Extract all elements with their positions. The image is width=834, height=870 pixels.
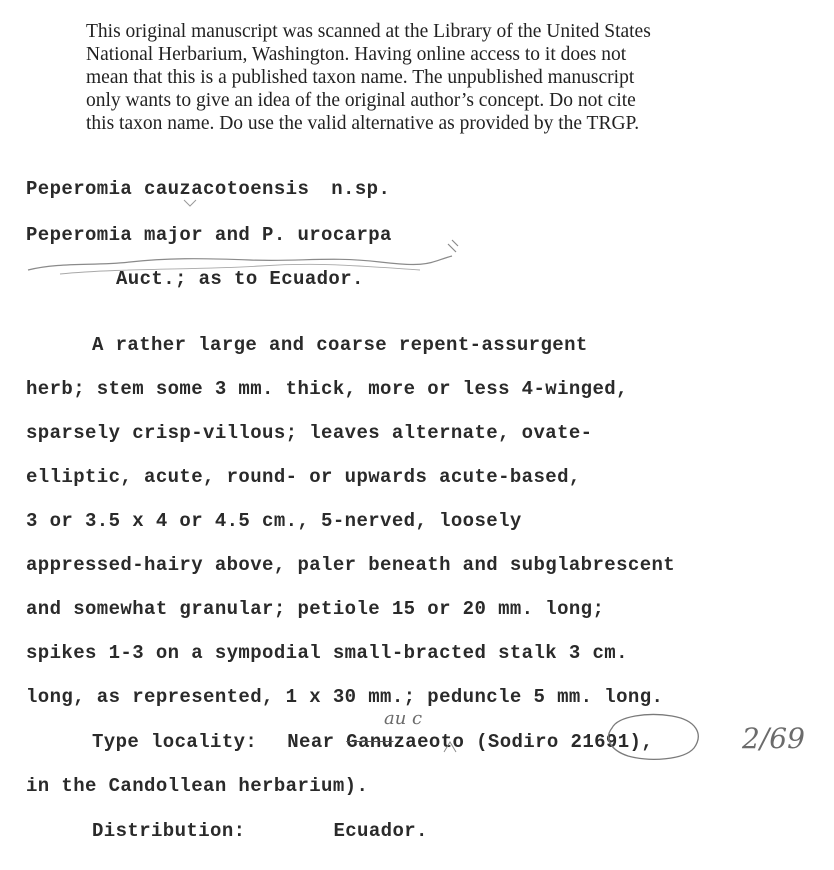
library-notice <box>86 20 746 135</box>
type-locality-post: zaeoto (Sodiro <box>393 731 559 753</box>
synonym-line-2: Auct.; as to Ecuador. <box>116 268 364 290</box>
handwritten-insertion: au c <box>384 708 423 729</box>
synonym-line-1: Peperomia major and P. urocarpa <box>26 224 392 246</box>
description-line: spikes 1-3 on a sympodial small-bracted stalk 3 cm. <box>26 642 628 664</box>
description-line: A rather large and coarse repent-assurgent <box>92 334 588 356</box>
type-locality-line-2: in the Candollean herbarium). <box>26 775 369 797</box>
tick-mark <box>448 240 458 252</box>
species-title <box>26 178 390 200</box>
handwritten-margin-note: 2/69 <box>742 722 805 755</box>
notice-line: only wants to give an idea of the original author’s concept. Do not cite <box>86 90 636 111</box>
description-line: and somewhat granular; petiole 15 or 20 mm. long; <box>26 598 605 620</box>
distribution-label: Distribution: <box>92 820 246 842</box>
species-name: Peperomia cauzacotoensis <box>26 178 310 200</box>
notice-line: this taxon name. Do use the valid alternative as provided by the TRGP. <box>86 113 640 134</box>
notice-line: This original manuscript was scanned at the Library of the United States <box>86 21 651 42</box>
notice-line: mean that this is a published taxon name. The unpublished manuscript <box>86 67 635 88</box>
collection-number: 21691 <box>570 731 630 753</box>
description-line: herb; stem some 3 mm. thick, more or less 4-winged, <box>26 378 628 400</box>
description-line: sparsely crisp-villous; leaves alternate, ovate- <box>26 422 593 444</box>
description-line: long, as represented, 1 x 30 mm.; peduncle 5 mm. long. <box>26 686 664 708</box>
type-locality <box>92 731 653 753</box>
description-line: appressed-hairy above, paler beneath and subglabrescent <box>26 554 676 576</box>
notice-line: National Herbarium, Washington. Having online access to it does not <box>86 44 627 65</box>
caret-mark <box>184 200 196 206</box>
type-locality-pre: Near <box>287 731 335 753</box>
description-line: 3 or 3.5 x 4 or 4.5 cm., 5-nerved, loosely <box>26 510 522 532</box>
type-locality-close: ), <box>629 731 654 753</box>
species-status: n.sp. <box>331 178 391 200</box>
type-locality-label: Type locality: <box>92 731 258 753</box>
distribution-value: Ecuador. <box>333 820 428 842</box>
description-line: elliptic, acute, round- or upwards acute-based, <box>26 466 581 488</box>
type-locality-struck: Ganu <box>346 731 394 753</box>
distribution <box>92 820 428 842</box>
